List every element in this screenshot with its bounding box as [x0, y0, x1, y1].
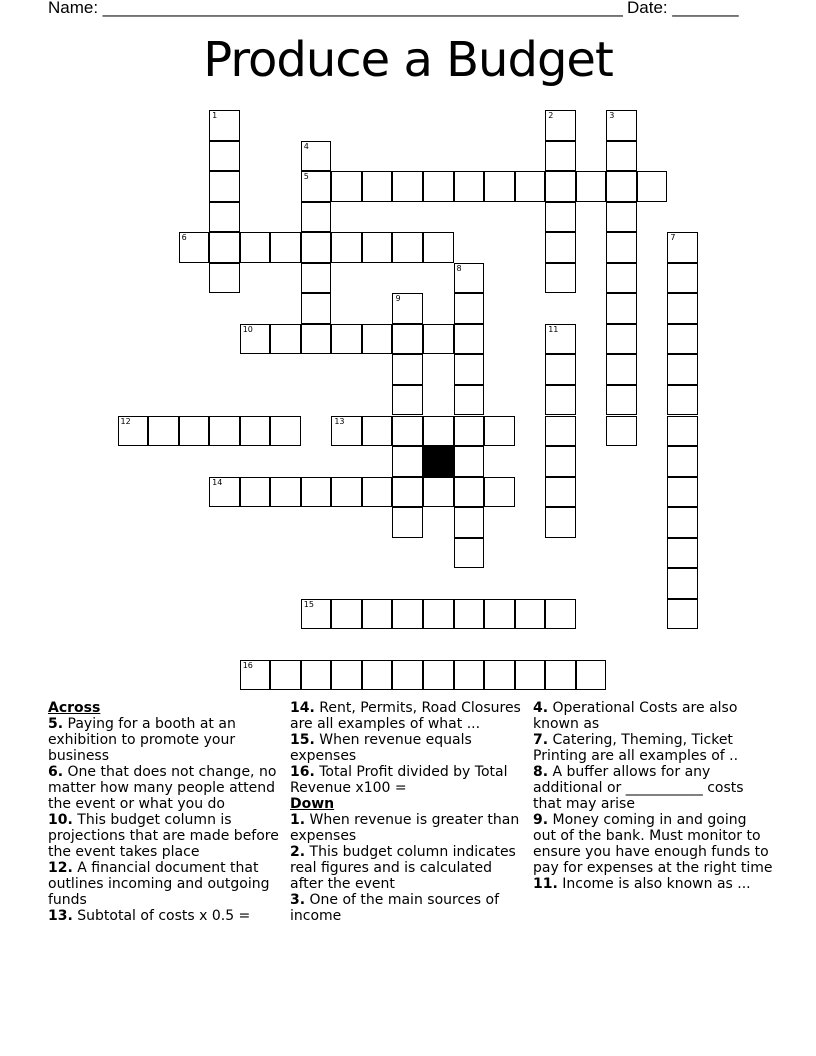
clue [533, 732, 773, 764]
grid-cell[interactable] [331, 416, 362, 447]
clue [290, 700, 525, 732]
clue-text: Subtotal of costs x 0.5 = [72, 908, 251, 924]
grid-cell[interactable] [545, 110, 576, 141]
clue-text: When revenue is greater than expenses [290, 812, 520, 844]
grid-cell[interactable] [423, 416, 454, 447]
grid-cell[interactable] [240, 232, 271, 263]
grid-cell[interactable] [240, 477, 271, 508]
clue-number-label: 10. [48, 812, 73, 828]
across-clue-list-continued [290, 700, 525, 796]
clue [533, 876, 773, 892]
grid-cell[interactable] [545, 477, 576, 508]
grid-cell[interactable] [331, 599, 362, 630]
grid-cell[interactable] [454, 171, 485, 202]
clue-number-label: 2. [290, 844, 306, 860]
grid-cell[interactable] [667, 263, 698, 294]
grid-cell[interactable] [454, 293, 485, 324]
grid-cell[interactable] [667, 568, 698, 599]
grid-cell[interactable] [545, 232, 576, 263]
grid-cell[interactable] [637, 171, 668, 202]
grid-cell[interactable] [301, 141, 332, 172]
clue [290, 844, 525, 892]
grid-cell[interactable] [270, 660, 301, 691]
clue-number-label: 13. [48, 908, 73, 924]
page-title: Produce a Budget [203, 32, 613, 88]
grid-cell[interactable] [240, 660, 271, 691]
grid-cell[interactable] [606, 141, 637, 172]
grid-cell[interactable] [484, 660, 515, 691]
grid-cell[interactable] [454, 446, 485, 477]
grid-cell[interactable] [423, 232, 454, 263]
grid-cell[interactable] [209, 110, 240, 141]
clue-text: Income is also known as ... [557, 876, 751, 892]
grid-cell[interactable] [515, 660, 546, 691]
grid-cell[interactable] [209, 171, 240, 202]
grid-cell[interactable] [362, 171, 393, 202]
clue-text: Catering, Theming, Ticket Printing are all examples of .. [533, 732, 739, 764]
clues-column-2 [290, 700, 525, 924]
clue-text: A financial document that outlines incoming and outgoing funds [48, 860, 270, 908]
grid-cell[interactable] [209, 232, 240, 263]
grid-cell[interactable] [331, 660, 362, 691]
down-clue-list [290, 812, 525, 924]
clue-text: When revenue equals expenses [290, 732, 472, 764]
grid-cell[interactable] [545, 446, 576, 477]
clue-number: 13 [334, 416, 345, 426]
clue-text: Operational Costs are also known as [533, 700, 738, 732]
grid-cell[interactable] [484, 416, 515, 447]
grid-cell[interactable] [454, 599, 485, 630]
grid-cell[interactable] [392, 660, 423, 691]
grid-cell[interactable] [392, 385, 423, 416]
grid-cell[interactable] [454, 507, 485, 538]
grid-cell[interactable] [301, 477, 332, 508]
grid-cell[interactable] [606, 293, 637, 324]
grid-cell[interactable] [454, 538, 485, 569]
grid-cell[interactable] [454, 477, 485, 508]
clue-number: 6 [181, 233, 187, 243]
clue-text: Rent, Permits, Road Closures are all examples of what ... [290, 700, 521, 732]
down-heading: Down [290, 796, 335, 812]
clue-number: 7 [670, 233, 676, 243]
grid-cell[interactable] [667, 385, 698, 416]
grid-cell[interactable] [545, 599, 576, 630]
grid-cell[interactable] [515, 599, 546, 630]
grid-cell[interactable] [301, 202, 332, 233]
clue-text: This budget column indicates real figures and is calculated after the event [290, 844, 516, 892]
clue-number-label: 5. [48, 716, 64, 732]
clue-number-label: 3. [290, 892, 306, 908]
grid-cell[interactable] [301, 660, 332, 691]
grid-cell[interactable] [362, 324, 393, 355]
grid-cell[interactable] [545, 324, 576, 355]
clue-number: 15 [303, 599, 314, 609]
grid-cell[interactable] [667, 446, 698, 477]
clue-text: One that does not change, no matter how many people attend the event or what you do [48, 764, 277, 812]
across-heading: Across [48, 700, 101, 716]
grid-cell[interactable] [118, 416, 149, 447]
clue-text: A buffer allows for any additional or ___________ costs that may arise [533, 764, 744, 812]
black-cell [423, 446, 454, 477]
clue-number: 5 [303, 172, 309, 182]
grid-cell[interactable] [209, 202, 240, 233]
clue-number: 11 [548, 324, 559, 334]
clue-number-label: 12. [48, 860, 73, 876]
grid-cell[interactable] [301, 263, 332, 294]
grid-cell[interactable] [667, 232, 698, 263]
grid-cell[interactable] [545, 416, 576, 447]
clue-number: 14 [212, 477, 223, 487]
grid-cell[interactable] [484, 477, 515, 508]
grid-cell[interactable] [270, 324, 301, 355]
grid-cell[interactable] [667, 416, 698, 447]
grid-cell[interactable] [392, 354, 423, 385]
grid-cell[interactable] [454, 354, 485, 385]
date-label: Date: [627, 0, 673, 17]
clue [290, 892, 525, 924]
grid-cell[interactable] [392, 507, 423, 538]
clue-number: 16 [242, 660, 253, 670]
grid-cell[interactable] [301, 324, 332, 355]
clues-column-1 [48, 700, 283, 924]
clue [533, 812, 773, 876]
grid-cell[interactable] [331, 171, 362, 202]
grid-cell[interactable] [667, 324, 698, 355]
grid-cell[interactable] [576, 660, 607, 691]
clue-number: 9 [395, 294, 401, 304]
grid-cell[interactable] [362, 232, 393, 263]
grid-cell[interactable] [209, 416, 240, 447]
grid-cell[interactable] [392, 232, 423, 263]
grid-cell[interactable] [301, 171, 332, 202]
clue-number-label: 4. [533, 700, 549, 716]
clue-number-label: 7. [533, 732, 549, 748]
grid-cell[interactable] [331, 477, 362, 508]
clue [290, 732, 525, 764]
grid-cell[interactable] [179, 416, 210, 447]
clue-number: 10 [242, 324, 253, 334]
grid-cell[interactable] [331, 324, 362, 355]
clue [48, 908, 283, 924]
name-label: Name: [48, 0, 103, 17]
grid-cell[interactable] [392, 324, 423, 355]
grid-cell[interactable] [667, 293, 698, 324]
clue [48, 716, 283, 764]
clue-number-label: 8. [533, 764, 549, 780]
grid-cell[interactable] [606, 385, 637, 416]
clue-number-label: 14. [290, 700, 315, 716]
clue-number-label: 16. [290, 764, 315, 780]
grid-cell[interactable] [179, 232, 210, 263]
grid-cell[interactable] [270, 232, 301, 263]
grid-cell[interactable] [606, 263, 637, 294]
clue-number-label: 9. [533, 812, 549, 828]
grid-cell[interactable] [240, 416, 271, 447]
grid-cell[interactable] [209, 477, 240, 508]
grid-cell[interactable] [423, 324, 454, 355]
grid-cell[interactable] [362, 416, 393, 447]
grid-cell[interactable] [209, 141, 240, 172]
grid-cell[interactable] [423, 660, 454, 691]
grid-cell[interactable] [667, 507, 698, 538]
grid-cell[interactable] [301, 293, 332, 324]
grid-cell[interactable] [423, 599, 454, 630]
grid-cell[interactable] [515, 171, 546, 202]
grid-cell[interactable] [423, 477, 454, 508]
grid-cell[interactable] [454, 263, 485, 294]
clue-number-label: 1. [290, 812, 306, 828]
clue [533, 700, 773, 732]
grid-cell[interactable] [606, 324, 637, 355]
grid-cell[interactable] [392, 416, 423, 447]
grid-cell[interactable] [545, 385, 576, 416]
clue-number: 3 [609, 111, 615, 120]
grid-cell[interactable] [240, 324, 271, 355]
grid-cell[interactable] [576, 171, 607, 202]
grid-cell[interactable] [362, 599, 393, 630]
grid-cell[interactable] [484, 171, 515, 202]
clue-number-label: 11. [533, 876, 558, 892]
grid-cell[interactable] [392, 446, 423, 477]
grid-cell[interactable] [454, 324, 485, 355]
grid-cell[interactable] [545, 263, 576, 294]
grid-cell[interactable] [209, 263, 240, 294]
date-line[interactable]: _______ [672, 0, 739, 17]
clue-number: 12 [120, 416, 131, 426]
grid-cell[interactable] [392, 171, 423, 202]
grid-cell[interactable] [270, 416, 301, 447]
grid-cell[interactable] [454, 416, 485, 447]
grid-cell[interactable] [606, 232, 637, 263]
grid-cell[interactable] [392, 477, 423, 508]
name-line[interactable]: _______________________________________________________ [102, 0, 623, 17]
grid-cell[interactable] [545, 507, 576, 538]
grid-cell[interactable] [331, 232, 362, 263]
grid-cell[interactable] [545, 171, 576, 202]
clue-number-label: 6. [48, 764, 64, 780]
clue [48, 812, 283, 860]
grid-cell[interactable] [545, 354, 576, 385]
grid-cell[interactable] [454, 660, 485, 691]
clue-number: 1 [212, 111, 218, 120]
clue [290, 812, 525, 844]
clue-number: 8 [456, 263, 462, 273]
grid-cell[interactable] [362, 477, 393, 508]
clue-number: 2 [548, 111, 554, 120]
grid-cell[interactable] [545, 202, 576, 233]
grid-cell[interactable] [392, 293, 423, 324]
grid-cell[interactable] [667, 477, 698, 508]
grid-cell[interactable] [392, 599, 423, 630]
grid-cell[interactable] [606, 171, 637, 202]
clue-text: One of the main sources of income [290, 892, 499, 924]
grid-cell[interactable] [148, 416, 179, 447]
grid-cell[interactable] [667, 538, 698, 569]
clue-number-label: 15. [290, 732, 315, 748]
clue [290, 764, 525, 796]
clue-text: Money coming in and going out of the bank. Must monitor to ensure you have enough funds to pay for expenses at the right time [533, 812, 773, 876]
across-clue-list [48, 716, 283, 924]
grid-cell[interactable] [606, 202, 637, 233]
clue [48, 764, 283, 812]
grid-cell[interactable] [545, 141, 576, 172]
clue-text: Paying for a booth at an exhibition to promote your business [48, 716, 236, 764]
grid-cell[interactable] [454, 385, 485, 416]
clue-text: Total Profit divided by Total Revenue x100 = [290, 764, 508, 796]
clue [48, 860, 283, 908]
grid-cell[interactable] [606, 354, 637, 385]
clue [533, 764, 773, 812]
grid-cell[interactable] [301, 232, 332, 263]
grid-cell[interactable] [606, 110, 637, 141]
grid-cell[interactable] [423, 171, 454, 202]
grid-cell[interactable] [270, 477, 301, 508]
grid-cell[interactable] [606, 416, 637, 447]
grid-cell[interactable] [667, 599, 698, 630]
down-clue-list-continued [533, 700, 773, 892]
clues-column-3 [533, 700, 773, 892]
clue-text: This budget column is projections that are made before the event takes place [48, 812, 279, 860]
grid-cell[interactable] [301, 599, 332, 630]
grid-cell[interactable] [484, 599, 515, 630]
grid-cell[interactable] [667, 354, 698, 385]
grid-cell[interactable] [362, 660, 393, 691]
clue-number: 4 [303, 141, 309, 151]
grid-cell[interactable] [545, 660, 576, 691]
